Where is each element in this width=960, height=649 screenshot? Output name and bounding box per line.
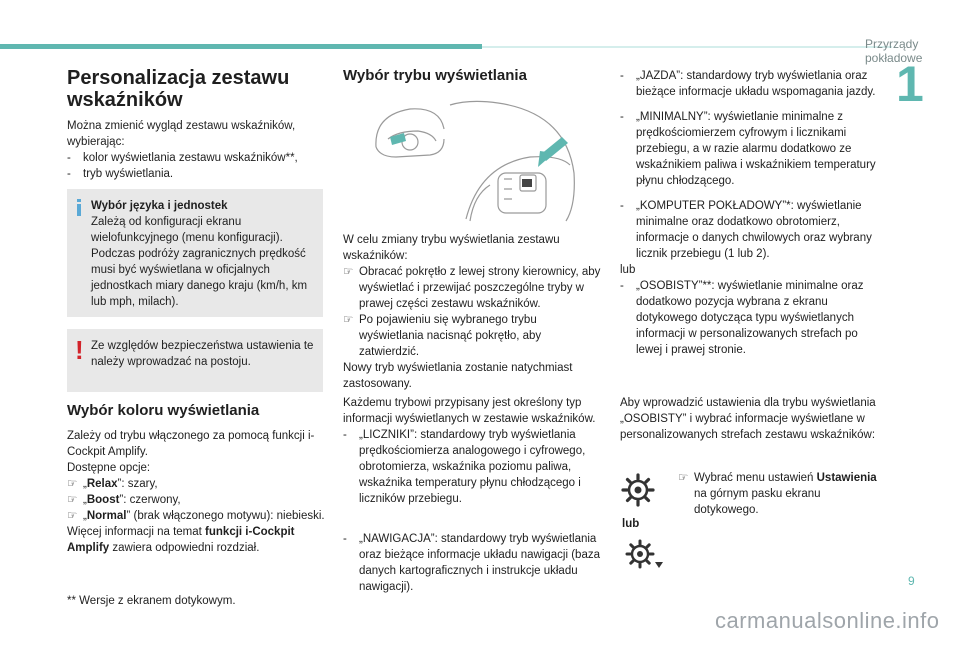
footnote: ** Wersje z ekranem dotykowym. xyxy=(67,595,236,607)
settings-icon-wrap xyxy=(620,472,660,512)
personal-mode-text: Aby wprowadzić ustawienia dla trybu wyświetlania „OSOBISTY” i wybrać informacje wyświetlane w personalizowanych strefach zestawu wskaźników: xyxy=(620,397,876,441)
info-box xyxy=(67,189,323,317)
color-section-title: Wybór koloru wyświetlania xyxy=(67,402,260,419)
settings-alt-icon-wrap xyxy=(624,538,664,572)
color-options-label: Dostępne opcje: xyxy=(67,462,151,474)
finger-pointer-icon: ☞ xyxy=(678,472,689,484)
more-info-text: Więcej informacji na temat funkcji i-Cockpit Amplify zawiera odpowiedni rozdział. xyxy=(67,526,295,554)
list-item: - „KOMPUTER POKŁADOWY”*: wyświetlanie minimalne oraz dodatkowo obrotomierz, informacje o danych chwilowych oraz wybrany licznik przebiegu (1 lub 2). xyxy=(620,200,872,260)
list-item: ☞ Obracać pokrętło z lewej strony kierownicy, aby wyświetlać i przewijać poszczególne tryby w prawej części zestawu wskaźników. xyxy=(343,266,601,310)
list-item: - kolor wyświetlania zestawu wskaźników**, xyxy=(67,152,298,164)
page-title: Personalizacja zestawu wskaźników xyxy=(67,67,290,111)
mode-list-continued xyxy=(620,68,882,358)
list-item: ☞ „Boost”: czerwony, xyxy=(67,494,181,506)
page-number: 9 xyxy=(908,574,915,588)
list-item: ☞ „Relax”: szary, xyxy=(67,478,158,490)
finger-pointer-icon: ☞ xyxy=(67,478,78,490)
list-item: - „NAWIGACJA”: standardowy tryb wyświetlania oraz bieżące informacje układu nawigacji (baza danych kartograficznych i instrukcje układu nawigacji). xyxy=(343,533,600,593)
watermark: carmanualsonline.info xyxy=(715,608,940,633)
gear-dropdown-icon xyxy=(624,538,664,572)
list-item: - „OSOBISTY”**: wyświetlanie minimalne oraz dodatkowo pozycja wybrana z ekranu dotykowego dotycząca typu wyświetlanych informacji w personalizowanych strefach po lewej i prawej stronie. xyxy=(620,280,864,356)
list-item: ☞ „Normal” (brak włączonego motywu): niebieski. xyxy=(67,510,325,522)
section-title: Przyrządy pokładowe xyxy=(865,37,923,65)
chapter-tab xyxy=(896,56,938,112)
header-accent-bar xyxy=(0,44,482,49)
finger-pointer-icon: ☞ xyxy=(343,266,354,278)
header-accent-line xyxy=(482,46,892,48)
or-label: lub xyxy=(620,264,636,276)
list-item: - „MINIMALNY”: wyświetlanie minimalne z prędkościomierzem cyfrowym i licznikami przebiegu, a w razie alarmu dodatkowo ze wskaźnikiem paliwa i wskaźnikiem temperatury płynu chłodzącego. xyxy=(620,111,876,187)
info-icon xyxy=(77,199,81,213)
warning-box xyxy=(67,329,323,392)
list-item: - „LICZNIKI”: standardowy tryb wyświetlania prędkościomierza analogowego i cyfrowego, obrotomierza, wskaźnika poziomu paliwa, wskaźnika temperatury płynu chłodzącego i liczników przebiegu. xyxy=(343,429,586,505)
color-section-body xyxy=(67,428,325,556)
color-intro: Zależy od trybu włączonego za pomocą funkcji i-Cockpit Amplify. xyxy=(67,430,315,458)
display-mode-body xyxy=(343,232,601,392)
icon-or-label: lub xyxy=(622,518,640,530)
steering-wheel-drawing xyxy=(370,95,580,223)
display-mode-title: Wybór trybu wyświetlania xyxy=(343,67,527,84)
info-text: Zależą od konfiguracji ekranu wielofunkcyjnego (menu konfiguracji). Podczas podróży zagranicznych prędkość musi być wyświetlana w oficjalnych jednostkach miary danego kraju (km/h, km lub mph, milach). xyxy=(91,216,308,308)
info-title: Wybór języka i jednostek xyxy=(91,200,228,212)
list-item: ☞ Po pojawieniu się wybranego trybu wyświetlania nacisnąć pokrętło, aby zatwierdzić. xyxy=(343,314,542,358)
settings-step xyxy=(678,470,878,518)
list-item: ☞ Wybrać menu ustawień Ustawienia na górnym pasku ekranu dotykowego. xyxy=(678,472,877,516)
warning-text: Ze względów bezpieczeństwa ustawienia te należy wprowadzać na postoju. xyxy=(91,340,314,368)
applied-text: Nowy tryb wyświetlania zostanie natychmiast zastosowany. xyxy=(343,362,573,390)
chapter-number: 1 xyxy=(896,56,924,112)
finger-pointer-icon: ☞ xyxy=(343,314,354,326)
mode-nav-block xyxy=(343,531,605,595)
finger-pointer-icon: ☞ xyxy=(67,510,78,522)
instruction-intro: W celu zmiany trybu wyświetlania zestawu wskaźników: xyxy=(343,234,560,262)
warning-icon: ! xyxy=(75,335,84,365)
gear-icon xyxy=(620,472,656,508)
list-item: - tryb wyświetlania. xyxy=(67,168,174,180)
intro-text: Można zmienić wygląd zestawu wskaźników, wybierając: xyxy=(67,120,296,148)
modes-intro: Każdemu trybowi przypisany jest określony typ informacji wyświetlanych w zestawie wskaźników. xyxy=(343,397,596,425)
intro-block xyxy=(67,118,325,182)
finger-pointer-icon: ☞ xyxy=(67,494,78,506)
list-item: - „JAZDA”: standardowy tryb wyświetlania oraz bieżące informacje układu wspomagania jazdy. xyxy=(620,70,876,98)
steering-wheel-illustration xyxy=(370,95,580,223)
modes-intro-block xyxy=(343,395,601,507)
